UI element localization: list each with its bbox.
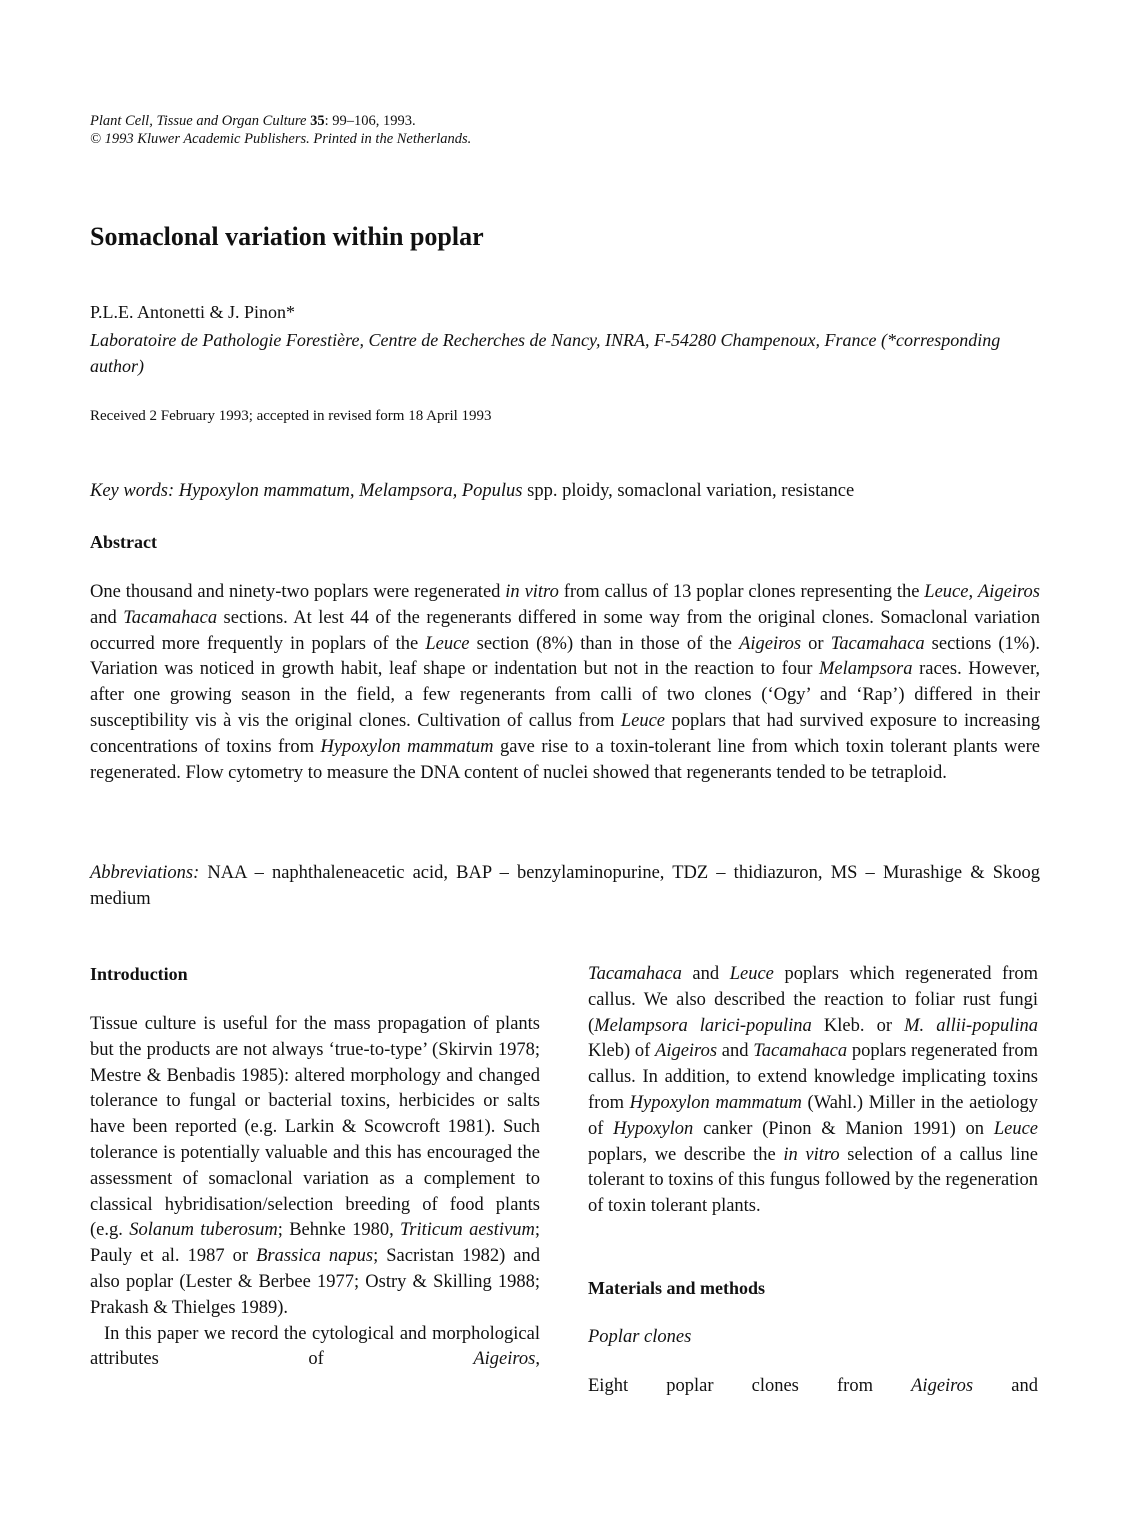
text-run: gave rise to a toxin-tolerant line from which toxin tolerant plants were regenerated. Flow cytometry to measure the DNA content of nuclei showed that regenerants tended to be tetraploid. <box>90 736 1040 783</box>
introduction-heading: Introduction <box>90 964 188 984</box>
italic-run: in vitro <box>505 582 559 602</box>
italic-run: Leuce <box>729 964 774 984</box>
italic-run: Hypoxylon <box>613 1118 694 1139</box>
text-run: poplars regenerated from callus. In addition, to extend knowledge implicating toxins from <box>588 1041 1038 1113</box>
journal-volume: 35 <box>310 113 325 129</box>
abbreviations-label: Abbreviations: <box>90 863 200 883</box>
italic-run: Tacamahaca <box>123 607 218 628</box>
keyword-term: Hypoxylon mammatum <box>178 481 350 501</box>
text-run: , <box>535 1349 540 1370</box>
text-run: , <box>968 582 978 602</box>
italic-run: Hypoxylon mammatum <box>629 1092 802 1113</box>
copyright-line: © 1993 Kluwer Academic Publishers. Printed in the Netherlands. <box>90 131 472 147</box>
abstract-text <box>90 580 1040 786</box>
text-run: poplars which regenerated from callus. We also described the reaction to foliar rust fungi ( <box>588 964 1038 1036</box>
italic-run: Melampsora larici-populina <box>594 1015 812 1036</box>
italic-run: Aigeiros <box>655 1041 718 1062</box>
left-column <box>90 962 540 1373</box>
text-run: One thousand and ninety-two poplars were regenerated <box>90 582 506 602</box>
text-run: Eight poplar clones from <box>588 1375 912 1396</box>
italic-run: Aigeiros <box>473 1349 536 1370</box>
methods-paragraph-1 <box>588 1374 1038 1400</box>
right-column <box>588 962 1038 1400</box>
text-run: poplars, we describe the <box>588 1144 784 1165</box>
italic-run: Leuce <box>425 633 470 654</box>
italic-run: Hypoxylon mammatum <box>320 736 494 757</box>
intro-paragraph-2 <box>90 1322 540 1374</box>
italic-run: Solanum tuberosum <box>129 1220 278 1241</box>
text-run: Kleb) of <box>588 1041 656 1062</box>
received-dates: Received 2 February 1993; accepted in revised form 18 April 1993 <box>90 408 492 424</box>
intro-paragraph-2-continued <box>588 962 1038 1220</box>
italic-run: Leuce <box>620 710 666 731</box>
text-run: or <box>801 633 831 654</box>
intro-paragraph-1 <box>90 1012 540 1322</box>
keywords <box>90 481 854 502</box>
text-run: ; Behnke 1980, <box>277 1220 401 1241</box>
affiliation: Laboratoire de Pathologie Forestière, Centre de Recherches de Nancy, INRA, F-54280 Champenoux, France (*corresponding author) <box>90 330 1001 376</box>
text-run: races. However, after one growing season in the field, a few regenerants from calli of two clones (‘Ogy’ and ‘Rap’) differed in their susceptibility vis à vis the original clones. Cultivation of callus from <box>90 659 1040 731</box>
keyword-sep: , <box>452 481 462 501</box>
keyword-term: Populus <box>461 481 523 501</box>
journal-citation <box>90 112 471 148</box>
text-run: selection of a callus line tolerant to toxins of this fungus followed by the regeneration of toxin tolerant plants. <box>588 1144 1038 1217</box>
italic-run: Leuce <box>924 582 969 602</box>
methods-heading: Materials and methods <box>588 1277 765 1298</box>
text-run: and <box>717 1041 754 1062</box>
poplar-clones-subheading: Poplar clones <box>588 1326 692 1347</box>
text-run: In this paper we record the cytological and morphological attributes of <box>90 1323 540 1370</box>
text-run: section (8%) than in those of the <box>469 633 740 654</box>
text-run: from callus of 13 poplar clones representing the <box>558 582 925 602</box>
text-run: sections. At lest 44 of the regenerants differed in some way from the original clones. Somaclonal variation occurred more frequently in poplars of the <box>90 607 1040 654</box>
paper-title: Somaclonal variation within poplar <box>90 222 484 251</box>
citation-line <box>90 112 471 130</box>
text-run: and <box>681 964 730 984</box>
italic-run: Melampsora <box>818 659 913 680</box>
keyword-rest: spp. ploidy, somaclonal variation, resistance <box>522 481 855 501</box>
italic-run: Triticum aestivum <box>400 1220 535 1241</box>
journal-pages: : 99–106, 1993. <box>324 113 416 129</box>
italic-run: Tacamahaca <box>830 633 925 654</box>
text-run: poplars that had survived exposure to increasing concentrations of toxins from <box>90 710 1040 757</box>
italic-run: in vitro <box>783 1144 840 1165</box>
abbreviations <box>90 861 1040 913</box>
text-run: and <box>90 607 124 628</box>
abstract-heading: Abstract <box>90 532 157 552</box>
italic-run: Tacamahaca <box>753 1041 848 1062</box>
italic-run: Leuce <box>993 1118 1038 1139</box>
authors: P.L.E. Antonetti & J. Pinon* <box>90 302 296 322</box>
text-run: (Wahl.) Miller in the aetiology of <box>588 1092 1038 1139</box>
italic-run: Brassica napus <box>256 1246 374 1267</box>
italic-run: Aigeiros <box>739 633 802 654</box>
text-run: Kleb. or <box>811 1015 905 1036</box>
keyword-term: Melampsora <box>359 481 453 501</box>
italic-run: M. allii-populina <box>904 1015 1038 1036</box>
text-run: ; Sacristan 1982) and also poplar (Lester & Berbee 1977; Ostry & Skilling 1988; Prakash & Thielges 1989). <box>90 1246 540 1318</box>
italic-run: Tacamahaca <box>588 964 682 984</box>
text-run: ; Pauly et al. 1987 or <box>90 1220 540 1267</box>
abbreviations-text: NAA – naphthaleneacetic acid, BAP – benzylaminopurine, TDZ – thidiazuron, MS – Murashige & Skoog medium <box>90 863 1040 909</box>
italic-run: Aigeiros <box>911 1375 974 1396</box>
text-run: and <box>973 1375 1038 1396</box>
keyword-sep: , <box>349 481 360 501</box>
text-run: Tissue culture is useful for the mass propagation of plants but the products are not always ‘true-to-type’ (Skirvin 1978; Mestre & Benbadis 1985): altered morphology and changed tolerance to fungal or bacterial toxins, herbicides or salts have been reported (e.g. Larkin & Scowcroft 1981). Such tolerance is potentially valuable and this has encouraged the assessment of somaclonal variation as a complement to classical hybridisation/selection breeding of food plants (e.g. <box>90 1014 540 1241</box>
italic-run: Aigeiros <box>978 582 1041 602</box>
text-run: sections (1%). Variation was noticed in growth habit, leaf shape or indentation but not in the reaction to four <box>90 633 1040 680</box>
text-run: canker (Pinon & Manion 1991) on <box>693 1118 994 1139</box>
keywords-label: Key words: <box>90 481 175 501</box>
journal-name: Plant Cell, Tissue and Organ Culture <box>90 113 307 129</box>
